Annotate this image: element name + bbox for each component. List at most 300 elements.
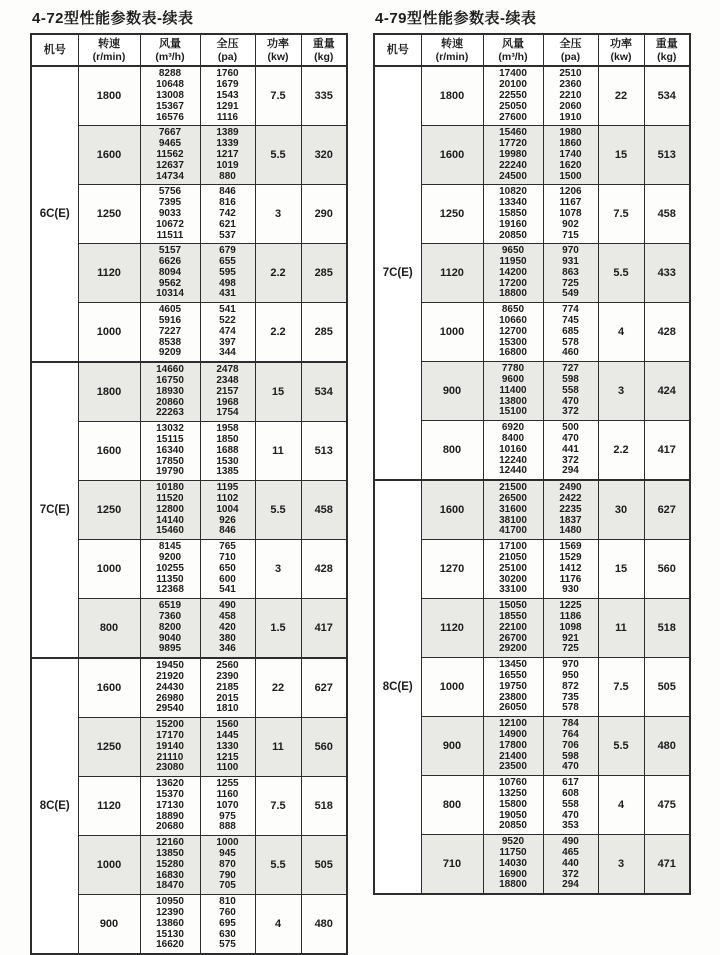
- flow-cell: [140, 718, 200, 777]
- value-line: 13450: [499, 659, 527, 671]
- value-line: 13860: [156, 917, 184, 929]
- value-line: 1679: [216, 79, 239, 91]
- flow-cell: [140, 362, 200, 421]
- speed-cell: 1600: [421, 126, 483, 185]
- value-line: 725: [562, 277, 579, 289]
- table-header-row: [374, 34, 690, 66]
- power-cell: 7.5: [598, 658, 644, 717]
- value-line: 12390: [156, 906, 184, 918]
- value-line: 888: [219, 821, 236, 833]
- value-line: 16550: [499, 669, 527, 681]
- value-line: 441: [562, 443, 579, 455]
- value-line: 14900: [499, 728, 527, 740]
- model-cell: 7C(E): [374, 66, 421, 480]
- value-line: 745: [562, 315, 579, 327]
- value-line: 470: [562, 761, 579, 773]
- pressure-cell: [543, 480, 598, 539]
- column-header: 风量 (m³/h): [483, 34, 543, 66]
- pressure-cell: [543, 244, 598, 303]
- power-cell: 3: [598, 362, 644, 421]
- weight-cell: 428: [644, 303, 690, 362]
- value-line: 15367: [156, 100, 184, 112]
- value-line: 20850: [499, 820, 527, 832]
- value-line: 598: [562, 750, 579, 762]
- value-line: 706: [562, 739, 579, 751]
- spec-row: [31, 303, 347, 362]
- spec-row: [31, 481, 347, 540]
- spec-row: [374, 362, 690, 421]
- value-line: 1000: [216, 837, 239, 849]
- flow-cell: [483, 303, 543, 362]
- value-line: 846: [219, 186, 236, 198]
- speed-cell: 710: [421, 835, 483, 894]
- value-line: 1330: [216, 740, 239, 752]
- header-row: [374, 34, 690, 66]
- flow-cell: [483, 776, 543, 835]
- value-line: 1968: [216, 396, 239, 408]
- power-cell: 5.5: [255, 126, 301, 185]
- value-line: 15130: [156, 928, 184, 940]
- value-line: 380: [219, 632, 236, 644]
- spec-row: [374, 303, 690, 362]
- pressure-cell: [543, 658, 598, 717]
- column-header: 功率 (kw): [598, 34, 644, 66]
- value-line: 522: [219, 315, 236, 327]
- value-line: 4605: [158, 304, 182, 316]
- value-line: 1215: [216, 751, 239, 763]
- value-line: 13008: [156, 89, 184, 101]
- pressure-cell: [543, 717, 598, 776]
- column-header: 转速 (r/min): [78, 34, 140, 66]
- weight-cell: 560: [301, 718, 347, 777]
- value-line: 17850: [156, 455, 184, 467]
- flow-cell: [140, 836, 200, 895]
- value-line: 10160: [499, 443, 527, 455]
- weight-cell: 433: [644, 244, 690, 303]
- value-line: 1754: [216, 407, 239, 419]
- value-line: 470: [562, 809, 579, 821]
- value-line: 19750: [499, 680, 527, 692]
- value-line: 344: [219, 347, 236, 359]
- value-line: 541: [219, 304, 236, 316]
- value-line: 458: [219, 611, 236, 622]
- power-cell: 3: [255, 185, 301, 244]
- value-line: 15850: [499, 207, 527, 219]
- pressure-cell: [200, 481, 255, 540]
- value-line: 872: [562, 680, 579, 692]
- value-line: 11350: [156, 573, 184, 585]
- value-line: 10760: [499, 777, 527, 789]
- value-line: 9600: [501, 374, 525, 386]
- value-line: 1291: [216, 100, 239, 112]
- speed-cell: 800: [421, 776, 483, 835]
- table-body: [374, 66, 690, 894]
- value-line: 9033: [158, 207, 182, 219]
- spec-row: [374, 66, 690, 125]
- value-line: 11562: [156, 148, 184, 160]
- value-line: 16800: [499, 347, 527, 359]
- value-line: 1339: [216, 138, 239, 150]
- power-cell: 3: [255, 540, 301, 599]
- value-line: 10180: [156, 482, 184, 494]
- speed-cell: 1600: [78, 422, 140, 481]
- flow-cell: [140, 66, 200, 125]
- value-line: 630: [219, 928, 236, 940]
- column-header: 机号: [31, 34, 78, 66]
- value-line: 15370: [156, 788, 184, 800]
- value-line: 558: [562, 798, 579, 810]
- spec-row: [374, 126, 690, 185]
- value-line: 880: [219, 170, 236, 182]
- value-line: 8400: [501, 433, 525, 445]
- weight-cell: 513: [301, 422, 347, 481]
- power-cell: 5.5: [255, 481, 301, 540]
- value-line: 1100: [216, 762, 239, 774]
- value-line: 578: [562, 702, 579, 714]
- value-line: 19140: [156, 740, 184, 752]
- value-line: 2060: [559, 100, 582, 112]
- value-line: 710: [219, 552, 236, 564]
- value-line: 294: [562, 879, 579, 891]
- value-line: 1688: [216, 444, 239, 456]
- value-line: 2490: [559, 482, 582, 494]
- value-line: 2360: [559, 79, 582, 91]
- power-cell: 4: [598, 303, 644, 362]
- value-line: 558: [562, 384, 579, 396]
- power-cell: 11: [255, 718, 301, 777]
- value-line: 1176: [559, 573, 582, 585]
- value-line: 8145: [158, 541, 182, 553]
- flow-cell: [140, 895, 200, 954]
- value-line: 22550: [499, 89, 527, 101]
- value-line: 16620: [156, 939, 184, 951]
- value-line: 470: [562, 433, 579, 445]
- flow-cell: [140, 185, 200, 244]
- value-line: 6920: [501, 422, 525, 434]
- flow-cell: [483, 658, 543, 717]
- pressure-cell: [200, 658, 255, 717]
- power-cell: 5.5: [598, 244, 644, 303]
- table-title-4-79: 4-79型性能参数表-续表: [375, 10, 537, 27]
- value-line: 1098: [559, 621, 582, 633]
- pressure-cell: [200, 362, 255, 421]
- value-line: 10314: [156, 288, 184, 300]
- value-line: 1529: [559, 552, 582, 564]
- pressure-cell: [200, 126, 255, 185]
- column-header: 功率 (kw): [255, 34, 301, 66]
- value-line: 1186: [559, 611, 582, 622]
- pressure-cell: [200, 777, 255, 836]
- value-line: 715: [562, 229, 579, 241]
- value-line: 22100: [499, 621, 527, 633]
- value-line: 12800: [156, 503, 184, 515]
- pressure-cell: [543, 599, 598, 658]
- power-cell: 15: [255, 362, 301, 421]
- value-line: 474: [219, 325, 236, 337]
- value-line: 14030: [499, 857, 527, 869]
- value-line: 1412: [559, 562, 582, 574]
- value-line: 14200: [499, 266, 527, 278]
- weight-cell: 285: [301, 244, 347, 303]
- power-cell: 22: [255, 658, 301, 717]
- spec-row: [374, 244, 690, 303]
- value-line: 1810: [216, 703, 239, 715]
- value-line: 764: [562, 728, 579, 740]
- spec-row: [374, 717, 690, 776]
- value-line: 10672: [156, 218, 184, 230]
- value-line: 9520: [501, 836, 525, 848]
- spec-row: [374, 835, 690, 894]
- power-cell: 3: [598, 835, 644, 894]
- value-line: 595: [219, 266, 236, 278]
- value-line: 945: [219, 847, 236, 859]
- value-line: 7395: [158, 197, 182, 209]
- spec-row: [374, 540, 690, 599]
- value-line: 1019: [216, 159, 239, 171]
- value-line: 1206: [559, 186, 582, 198]
- speed-cell: 1800: [78, 362, 140, 421]
- value-line: 20850: [499, 229, 527, 241]
- flow-cell: [140, 777, 200, 836]
- value-line: 12368: [156, 584, 184, 596]
- value-line: 22240: [499, 159, 527, 171]
- model-cell: 8C(E): [374, 480, 421, 894]
- value-line: 655: [219, 256, 236, 268]
- value-line: 784: [562, 718, 579, 730]
- value-line: 975: [219, 810, 236, 822]
- speed-cell: 1250: [78, 718, 140, 777]
- weight-cell: 320: [301, 126, 347, 185]
- value-line: 1850: [216, 434, 239, 446]
- power-cell: 7.5: [255, 66, 301, 125]
- value-line: 13250: [499, 787, 527, 799]
- value-line: 38100: [499, 514, 527, 526]
- value-line: 1225: [559, 600, 582, 612]
- value-line: 12160: [156, 837, 184, 849]
- pressure-cell: [200, 718, 255, 777]
- value-line: 870: [219, 858, 236, 870]
- value-line: 9200: [158, 552, 182, 564]
- value-line: 1217: [216, 148, 239, 160]
- spec-row: [31, 895, 347, 954]
- value-line: 1760: [216, 68, 239, 80]
- value-line: 460: [562, 347, 579, 359]
- flow-cell: [140, 540, 200, 599]
- value-line: 26050: [499, 702, 527, 714]
- value-line: 950: [562, 669, 579, 681]
- flow-cell: [140, 599, 200, 658]
- flow-cell: [140, 244, 200, 303]
- value-line: 12637: [156, 159, 184, 171]
- power-cell: 2.2: [598, 421, 644, 480]
- power-cell: 30: [598, 480, 644, 539]
- speed-cell: 900: [421, 362, 483, 421]
- pressure-cell: [543, 66, 598, 125]
- value-line: 1980: [559, 127, 582, 139]
- flow-cell: [140, 303, 200, 362]
- value-line: 19160: [499, 218, 527, 230]
- model-cell: 7C(E): [31, 362, 78, 658]
- value-line: 13620: [156, 778, 184, 790]
- value-line: 1102: [216, 493, 239, 505]
- value-line: 2422: [559, 493, 582, 505]
- value-line: 2478: [216, 364, 239, 376]
- value-line: 9465: [158, 138, 182, 150]
- value-line: 11400: [499, 384, 527, 396]
- pressure-cell: [200, 244, 255, 303]
- spec-row: [374, 480, 690, 539]
- power-cell: 11: [255, 422, 301, 481]
- value-line: 685: [562, 325, 579, 337]
- value-line: 846: [219, 525, 236, 537]
- value-line: 15050: [499, 600, 527, 612]
- pressure-cell: [543, 362, 598, 421]
- column-header: 重量 (kg): [644, 34, 690, 66]
- value-line: 7780: [501, 363, 525, 375]
- pressure-cell: [543, 126, 598, 185]
- power-cell: 5.5: [598, 717, 644, 776]
- value-line: 431: [219, 288, 236, 300]
- value-line: 15100: [499, 406, 527, 418]
- value-line: 18890: [156, 810, 184, 822]
- value-line: 30200: [499, 573, 527, 585]
- value-line: 1620: [559, 159, 582, 171]
- value-line: 1500: [559, 170, 582, 182]
- value-line: 19450: [156, 660, 184, 672]
- value-line: 18930: [156, 385, 184, 397]
- spec-row: [374, 421, 690, 480]
- value-line: 397: [219, 336, 236, 348]
- spec-row: [31, 718, 347, 777]
- pressure-cell: [543, 421, 598, 480]
- weight-cell: 290: [301, 185, 347, 244]
- value-line: 19790: [156, 466, 184, 478]
- value-line: 10660: [499, 315, 527, 327]
- value-line: 346: [219, 643, 236, 655]
- value-line: 608: [562, 787, 579, 799]
- value-line: 18470: [156, 880, 184, 892]
- value-line: 13800: [499, 395, 527, 407]
- pressure-cell: [200, 599, 255, 658]
- value-line: 372: [562, 454, 579, 466]
- value-line: 20860: [156, 396, 184, 408]
- speed-cell: 1270: [421, 540, 483, 599]
- speed-cell: 900: [78, 895, 140, 954]
- value-line: 617: [562, 777, 579, 789]
- value-line: 1389: [216, 127, 239, 139]
- value-line: 6626: [158, 256, 182, 268]
- value-line: 8538: [158, 336, 182, 348]
- value-line: 470: [562, 395, 579, 407]
- value-line: 1445: [216, 729, 239, 741]
- value-line: 20680: [156, 821, 184, 833]
- power-cell: 22: [598, 66, 644, 125]
- column-header: 全压 (pa): [200, 34, 255, 66]
- pressure-cell: [543, 303, 598, 362]
- value-line: 1160: [216, 788, 239, 800]
- weight-cell: 505: [301, 836, 347, 895]
- speed-cell: 1120: [78, 244, 140, 303]
- value-line: 18800: [499, 879, 527, 891]
- spec-row: [374, 599, 690, 658]
- value-line: 15280: [156, 858, 184, 870]
- value-line: 17100: [499, 541, 527, 553]
- flow-cell: [483, 185, 543, 244]
- value-line: 15200: [156, 719, 184, 731]
- flow-cell: [483, 66, 543, 125]
- flow-cell: [483, 244, 543, 303]
- value-line: 440: [562, 857, 579, 869]
- value-line: 1167: [559, 197, 582, 209]
- value-line: 15300: [499, 336, 527, 348]
- value-line: 17800: [499, 739, 527, 751]
- power-cell: 15: [598, 540, 644, 599]
- weight-cell: 335: [301, 66, 347, 125]
- value-line: 7360: [158, 611, 182, 622]
- spec-row: [31, 599, 347, 658]
- table-block-4-79: [373, 7, 689, 955]
- value-line: 5157: [158, 245, 182, 257]
- value-line: 353: [562, 820, 579, 832]
- spec-row: [31, 422, 347, 481]
- value-line: 12700: [499, 325, 527, 337]
- value-line: 575: [219, 939, 236, 951]
- table-header-row: [31, 34, 347, 66]
- flow-cell: [483, 421, 543, 480]
- spec-row: [374, 776, 690, 835]
- value-line: 22263: [156, 407, 184, 419]
- speed-cell: 800: [78, 599, 140, 658]
- weight-cell: 627: [644, 480, 690, 539]
- flow-cell: [140, 126, 200, 185]
- value-line: 598: [562, 374, 579, 386]
- header-row: [31, 34, 347, 66]
- value-line: 735: [562, 691, 579, 703]
- value-line: 13850: [156, 847, 184, 859]
- value-line: 26500: [499, 493, 527, 505]
- value-line: 2157: [216, 385, 239, 397]
- value-line: 15115: [156, 434, 184, 446]
- value-line: 7227: [158, 325, 182, 337]
- pressure-cell: [200, 836, 255, 895]
- table-body: [31, 66, 347, 954]
- value-line: 294: [562, 465, 579, 477]
- speed-cell: 1800: [421, 66, 483, 125]
- value-line: 13340: [499, 197, 527, 209]
- value-line: 679: [219, 245, 236, 257]
- weight-cell: 424: [644, 362, 690, 421]
- value-line: 11520: [156, 493, 184, 505]
- value-line: 9650: [501, 245, 525, 257]
- value-line: 902: [562, 218, 579, 230]
- flow-cell: [140, 658, 200, 717]
- speed-cell: 1600: [78, 126, 140, 185]
- power-cell: 7.5: [255, 777, 301, 836]
- flow-cell: [483, 362, 543, 421]
- flow-cell: [483, 835, 543, 894]
- spec-row: [374, 185, 690, 244]
- value-line: 5756: [158, 186, 182, 198]
- value-line: 17400: [499, 68, 527, 80]
- value-line: 14660: [156, 364, 184, 376]
- value-line: 14734: [156, 170, 184, 182]
- value-line: 863: [562, 266, 579, 278]
- value-line: 490: [219, 600, 236, 612]
- speed-cell: 800: [421, 421, 483, 480]
- value-line: 11511: [156, 229, 184, 241]
- value-line: 24500: [499, 170, 527, 182]
- speed-cell: 900: [421, 717, 483, 776]
